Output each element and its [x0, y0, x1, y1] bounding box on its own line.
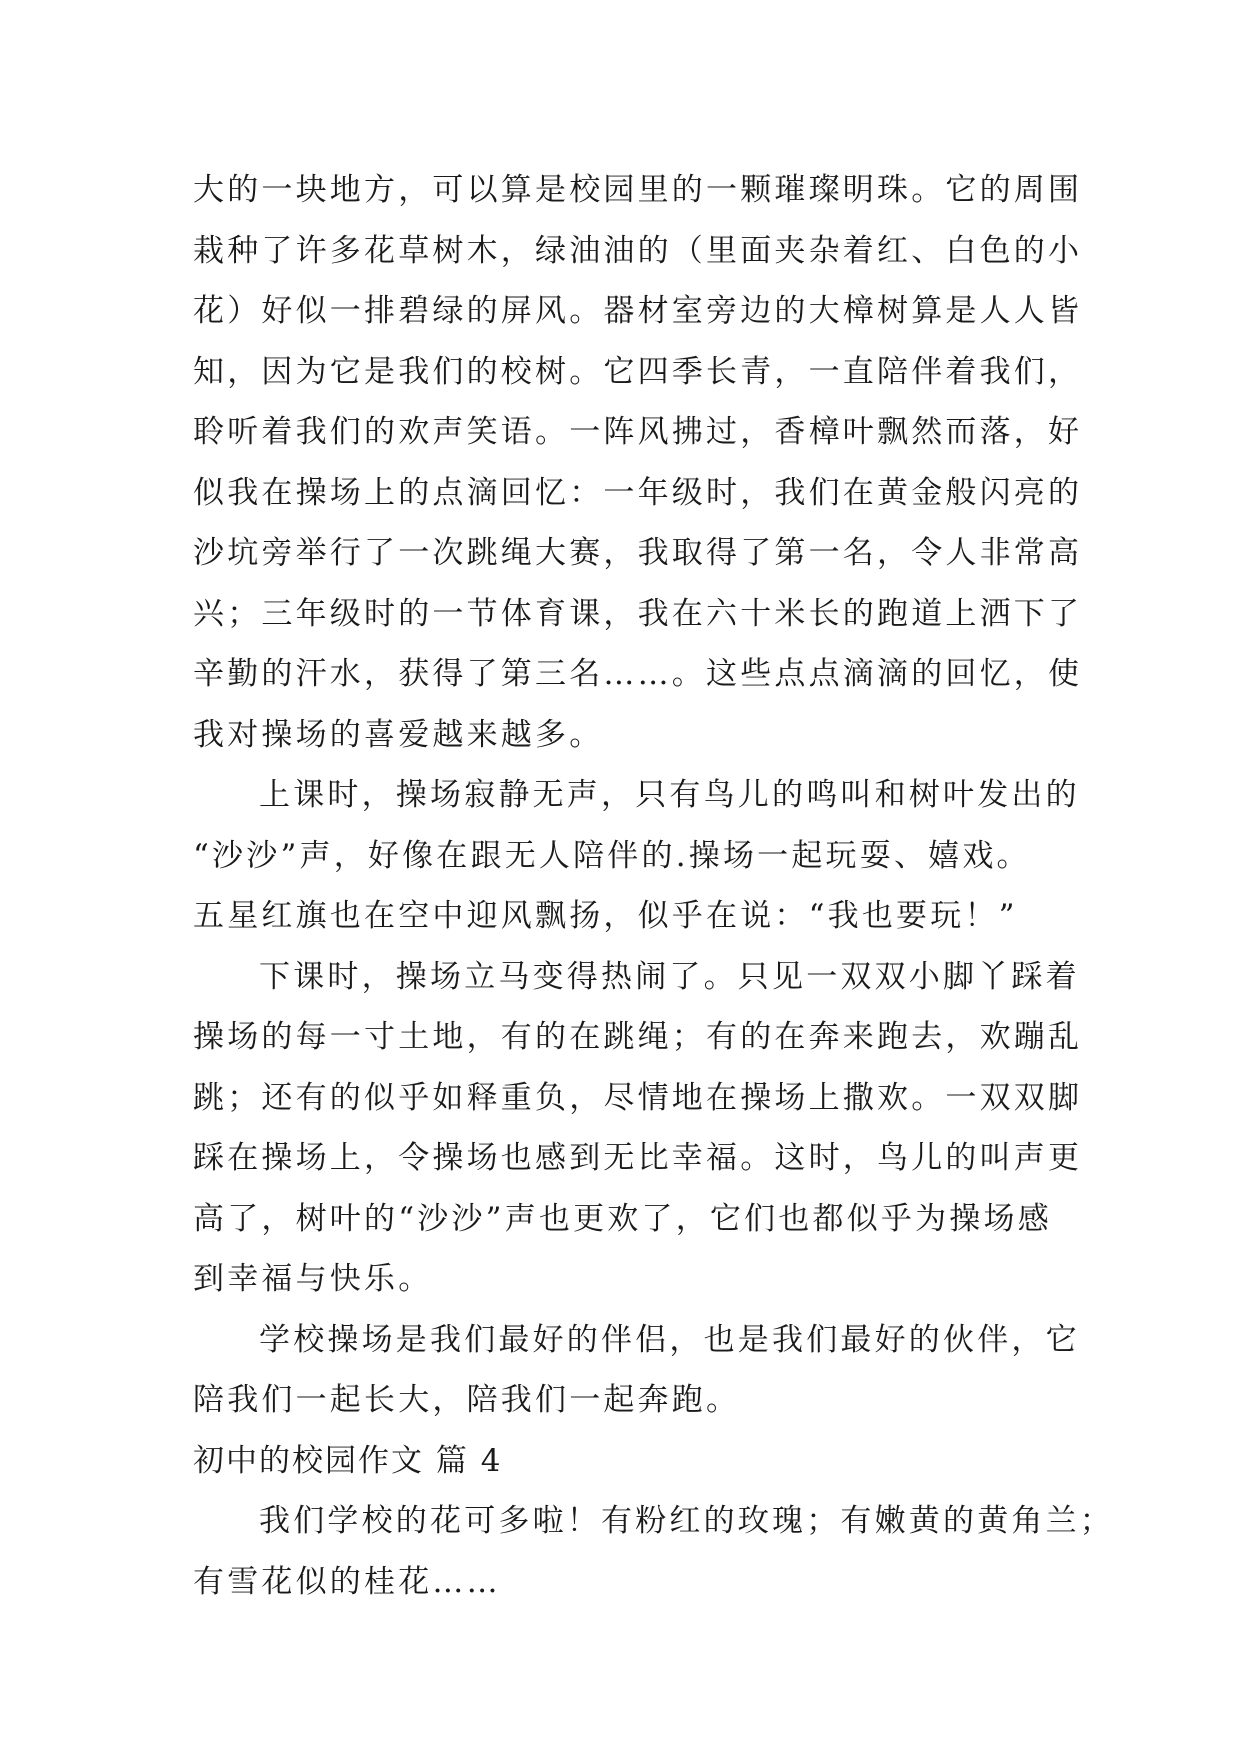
paragraph-line: 栽种了许多花草树木，绿油油的（里面夹杂着红、白色的小 [193, 232, 1083, 269]
paragraph-line: 五星红旗也在空中迎风飘扬，似乎在说：“我也要玩！” [193, 898, 1018, 934]
paragraph-line: 踩在操场上，令操场也感到无比幸福。这时，鸟儿的叫声更 [193, 1140, 1083, 1176]
paragraph-line: 到幸福与快乐。 [193, 1261, 433, 1297]
paragraph-line: 有雪花似的桂花…… [193, 1563, 501, 1600]
paragraph-line: 我对操场的喜爱越来越多。 [193, 716, 604, 753]
essay-body [193, 160, 1114, 1612]
paragraph-line: 似我在操场上的点滴回忆：一年级时，我们在黄金般闪亮的 [193, 474, 1083, 511]
paragraph-line: 辛勤的汗水，获得了第三名……。这些点点滴滴的回忆，使 [193, 656, 1083, 692]
paragraph-line: 花）好似一排碧绿的屏风。器材室旁边的大樟树算是人人皆 [193, 293, 1083, 329]
paragraph-line: 知，因为它是我们的校树。它四季长青，一直陪伴着我们， [193, 353, 1083, 390]
paragraph-first-line: 我们学校的花可多啦！有粉红的玫瑰；有嫩黄的黄角兰； [259, 1503, 1114, 1539]
paragraph-first-line: 下课时，操场立马变得热闹了。只见一双双小脚丫踩着 [259, 958, 1080, 995]
paragraph-line: 操场的每一寸土地，有的在跳绳；有的在奔来跑去，欢蹦乱 [193, 1019, 1083, 1055]
paragraph-line: 跳；还有的似乎如释重负，尽情地在操场上撒欢。一双双脚 [193, 1079, 1083, 1116]
paragraph-line: 兴；三年级时的一节体育课，我在六十米长的跑道上洒下了 [193, 595, 1083, 632]
section-heading: 初中的校园作文 篇 4 [193, 1442, 503, 1479]
paragraph-line: 大的一块地方，可以算是校园里的一颗璀璨明珠。它的周围 [193, 172, 1083, 208]
paragraph-line: 陪我们一起长大，陪我们一起奔跑。 [193, 1382, 741, 1418]
paragraph-line: 沙坑旁举行了一次跳绳大赛，我取得了第一名，令人非常高 [193, 535, 1083, 571]
paragraph-first-line: 上课时，操场寂静无声，只有鸟儿的鸣叫和树叶发出的 [259, 777, 1080, 813]
paragraph-line: 聆听着我们的欢声笑语。一阵风拂过，香樟叶飘然而落，好 [193, 414, 1083, 450]
paragraph-first-line: 学校操场是我们最好的伴侣，也是我们最好的伙伴，它 [259, 1321, 1080, 1358]
paragraph-line: 高了，树叶的“沙沙”声也更欢了，它们也都似乎为操场感 [193, 1200, 1052, 1237]
paragraph-line: “沙沙”声，好像在跟无人陪伴的.操场一起玩耍、嬉戏。 [193, 837, 1031, 874]
